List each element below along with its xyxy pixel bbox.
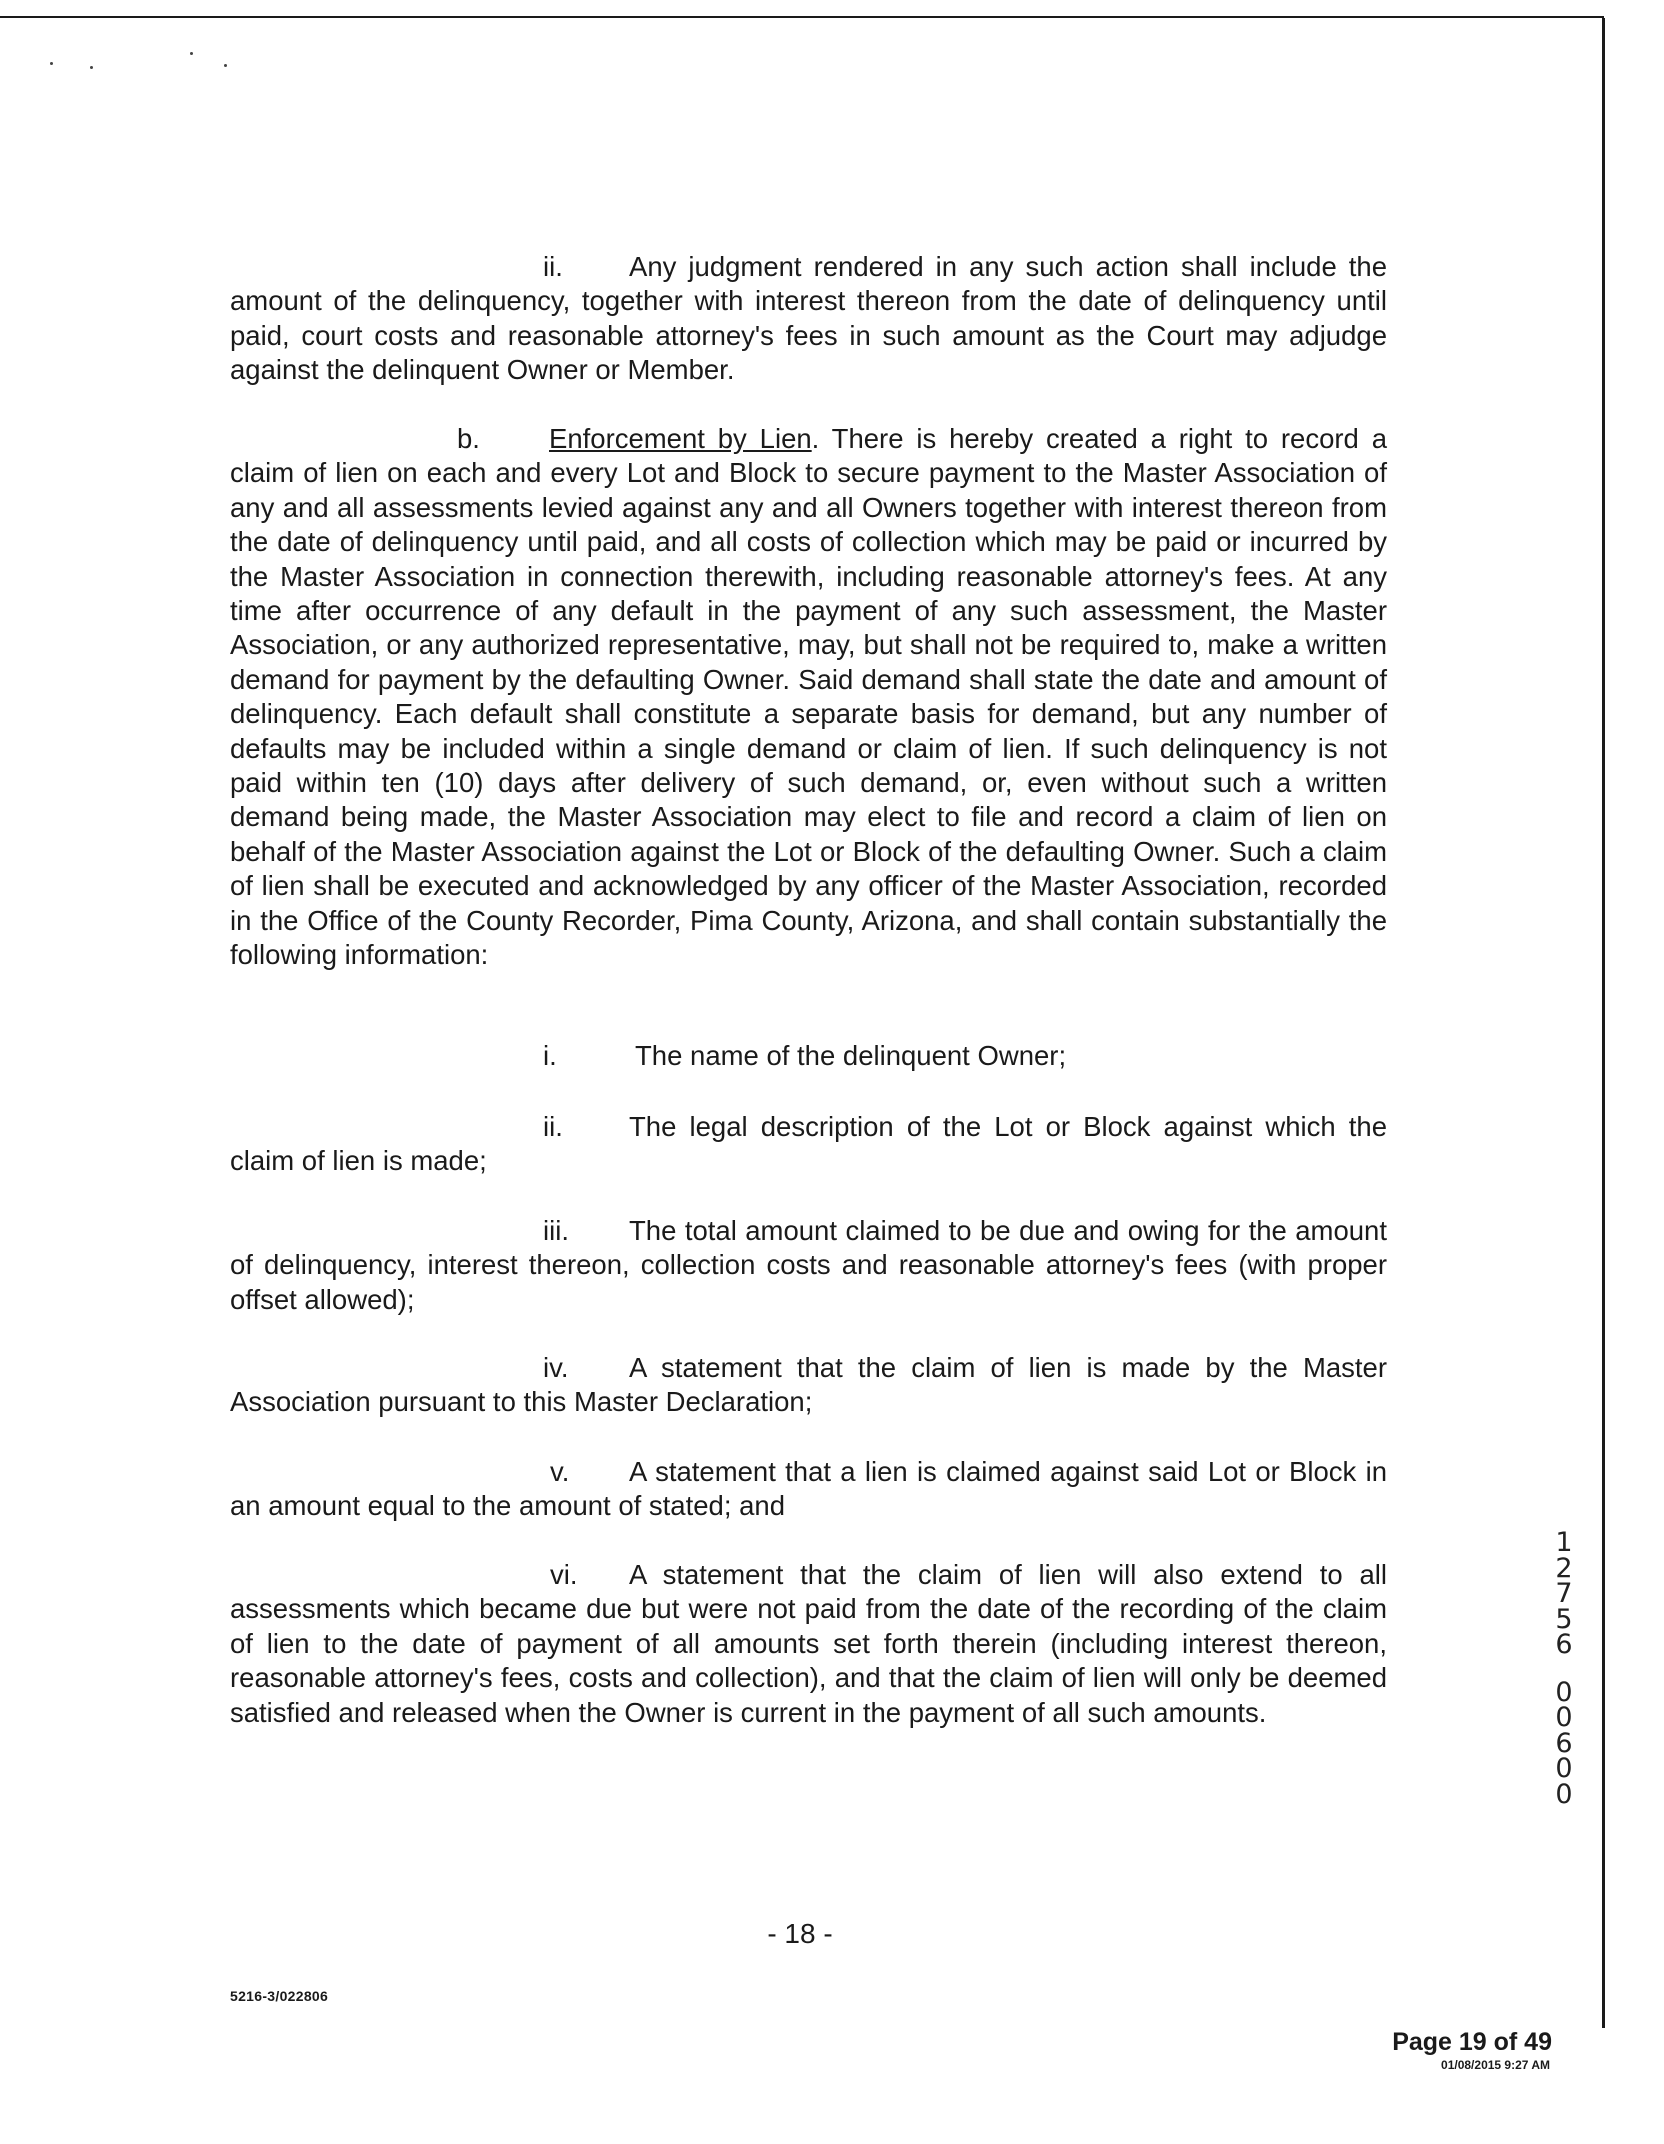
scan-speck xyxy=(50,62,53,65)
clause-lead: Any judgment rendered in any such action shall include the xyxy=(629,251,1387,282)
item-iii-total-amount xyxy=(230,1214,1387,1317)
recording-digit: 6 xyxy=(1555,1727,1573,1759)
document-id: 5216-3/022806 xyxy=(230,1988,329,2004)
item-text: The total amount claimed to be due and owing for the xyxy=(629,1215,1287,1246)
recording-digit: 6 xyxy=(1555,1629,1573,1660)
recording-digit: 0 xyxy=(1555,1778,1573,1810)
recording-digit: 0 xyxy=(1555,1753,1573,1784)
clause-number: ii. xyxy=(543,251,563,282)
item-number: v. xyxy=(550,1456,570,1487)
item-v-statement-lien xyxy=(230,1455,1387,1524)
item-number: vi. xyxy=(550,1559,578,1590)
item-number: ii. xyxy=(543,1111,563,1142)
item-text-continued: claim of lien is made; xyxy=(230,1145,487,1177)
recording-digit: 5 xyxy=(1555,1603,1573,1635)
item-text: The name of the delinquent Owner; xyxy=(635,1040,1067,1071)
item-i-owner-name xyxy=(543,1039,1066,1073)
scan-border-top xyxy=(0,16,1604,18)
item-text-continued: in an amount equal to the amount of stated; and xyxy=(230,1456,1387,1522)
scan-speck xyxy=(224,64,227,67)
item-text: A statement that the claim of lien will also extend to all xyxy=(629,1559,1387,1590)
item-number: iv. xyxy=(543,1352,569,1383)
recording-number-vertical xyxy=(1547,1527,1581,1810)
recording-digit: 2 xyxy=(1555,1552,1573,1584)
scan-speck xyxy=(190,52,193,55)
item-number: i. xyxy=(543,1040,557,1071)
scan-border-right xyxy=(1602,18,1605,2028)
section-heading: Enforcement by Lien xyxy=(549,423,812,454)
clause-body: amount of the delinquency, together with interest thereon from the date of delinquency until paid, court costs and reasonable attorney's fees in such amount as the Court may adjudge against the delinquent Owner or Member. xyxy=(230,285,1387,386)
item-text: A statement that the claim of lien is made by the Master xyxy=(629,1352,1387,1383)
section-number: b. xyxy=(457,423,480,454)
section-body: a claim of lien on each and every Lot and Block to secure payment to the Master Association of any and all assessments levied against any and all Owners together with interest thereon from the date of delinquency until paid, and all costs of collection which may be paid or incurred by the Master Association in connection therewith, including reasonable attorney's fees. At any time after occurrence of any default in the payment of any such assessment, the Master Association, or any authorized representative, may, but shall not be required to, make a written demand for payment by the defaulting Owner. Said demand shall state the date and amount of delinquency. Each default shall constitute a separate basis for demand, but any number of defaults may be included within a single demand or claim of lien. If such delinquency is not paid within ten (10) days after delivery of such demand, or, even without such a written demand being made, the Master Association may elect to file and record a claim of lien on behalf of the Master Association against the Lot or Block of the defaulting Owner. Such a claim of lien shall be executed and acknowledged by any officer of the Master Association, recorded in the Office of the County Recorder, Pima County, Arizona, and shall contain substantially the following information: xyxy=(230,423,1388,971)
section-b-enforcement-by-lien xyxy=(230,422,1387,973)
page-number: - 18 - xyxy=(767,1918,833,1949)
recording-digit: 1 xyxy=(1555,1527,1573,1558)
item-text-continued: amount of delinquency, interest thereon, collection costs and reasonable attorney's fees (with proper offset allowed); xyxy=(230,1215,1387,1315)
item-vi-statement-extend xyxy=(230,1558,1387,1730)
clause-ii-judgment xyxy=(230,250,1387,388)
item-text: The legal description of the Lot or Block against which the xyxy=(629,1111,1387,1142)
recording-digit: 0 xyxy=(1555,1676,1573,1708)
item-text: A statement that a lien is claimed against said Lot or Block xyxy=(629,1456,1357,1487)
timestamp: 01/08/2015 9:27 AM xyxy=(1441,2058,1550,2072)
item-text-continued: assessments which became due but were not paid from the date of the recording of the claim of lien to the date of payment of all amounts set forth therein (including interest thereon, reasonable attorney's fees, costs and collection), and that the claim of lien will only be deemed satisfied and released when the Owner is current in the payment of all such amounts. xyxy=(230,1593,1387,1728)
recording-digit: 7 xyxy=(1555,1578,1573,1609)
section-lead: . There is hereby created a right to record xyxy=(811,423,1359,454)
item-text-continued: Association pursuant to this Master Declaration; xyxy=(230,1386,813,1418)
recording-digit: 0 xyxy=(1555,1702,1573,1733)
item-number: iii. xyxy=(543,1215,569,1246)
page-of-count: Page 19 of 49 xyxy=(1392,2028,1552,2056)
item-iv-statement-master xyxy=(230,1351,1387,1420)
scan-speck xyxy=(90,66,93,69)
item-ii-legal-description xyxy=(230,1110,1387,1179)
